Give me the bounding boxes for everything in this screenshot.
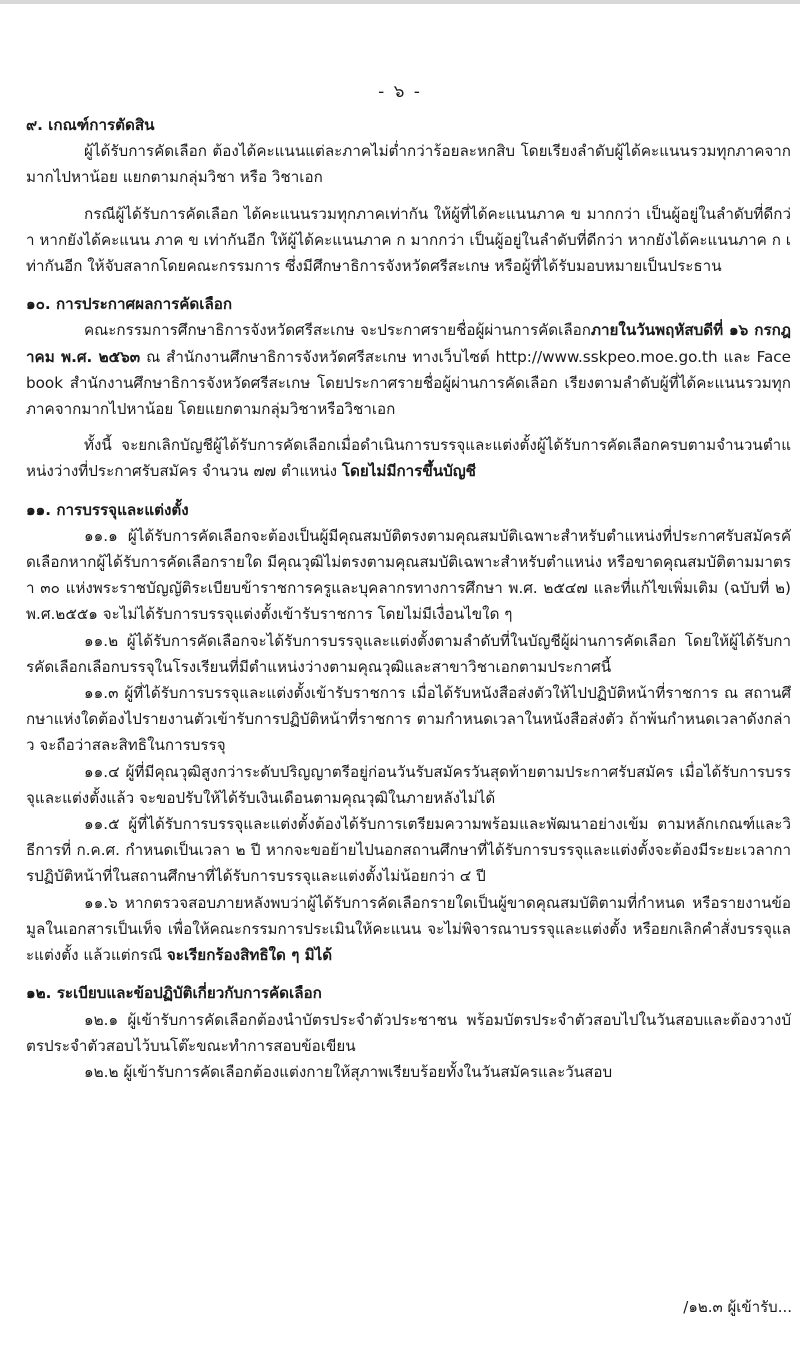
section-11-item-6 — [26, 890, 791, 969]
section-9-paragraph-2: กรณีผู้ได้รับการคัดเลือก ได้คะแนนรวมทุกภาคเท่ากัน ให้ผู้ที่ได้คะแนนภาค ข มากกว่า เป็นผู้อยู่ในลำดับที่ดีกว่า หากยังได้คะแนน ภาค ข เท่ากันอีก ให้ผู้ได้คะแนนภาค ก มากกว่า เป็นผู้อยู่ในลำดับที่ดีกว่า หากยังได้คะแนนภาค ก เท่ากันอีก ให้จับสลากโดยคณะกรรมการ ซึ่งมีศึกษาธิการจังหวัดศรีสะเกษ หรือผู้ที่ได้รับมอบหมายเป็นประธาน — [26, 204, 791, 276]
document-body — [26, 112, 791, 1085]
section-11-item-5: ๑๑.๕ ผู้ที่ได้รับการบรรจุและแต่งตั้งต้องได้รับการเตรียมความพร้อมและพัฒนาอย่างเข้ม ตามหลักเกณฑ์และวิธีการที่ ก.ค.ศ. กำหนดเป็นเวลา ๒ ปี หากจะขอย้ายไปนอกสถานศึกษาที่ได้รับการบรรจุและแต่งตั้งจะต้องมีระยะเวลาการปฏิบัติหน้าที่ในสถานศึกษาที่ได้รับการบรรจุและแต่งตั้งไม่น้อยกว่า ๔ ปี — [26, 815, 791, 886]
section-11-item-6-emphasis: จะเรียกร้องสิทธิใด ๆ มิได้ — [166, 946, 333, 965]
section-10-heading: ๑๐. การประกาศผลการคัดเลือก — [26, 295, 233, 314]
section-11 — [26, 497, 791, 969]
section-10 — [26, 291, 791, 484]
section-11-item-3: ๑๑.๓ ผู้ที่ได้รับการบรรจุและแต่งตั้งเข้ารับราชการ เมื่อได้รับหนังสือส่งตัวให้ไปปฏิบัติหน้าที่ราชการ ณ สถานศึกษาแห่งใดต้องไปรายงานตัวเข้ารับการปฏิบัติหน้าที่ราชการ ตามกำหนดเวลาในหนังสือส่งตัว ถ้าพ้นกำหนดเวลาดังกล่าว จะถือว่าสละสิทธิในการบรรจุ — [26, 684, 791, 755]
section-11-item-6-text: ๑๑.๖ หากตรวจสอบภายหลังพบว่าผู้ได้รับการคัดเลือกรายใดเป็นผู้ขาดคุณสมบัติตามที่กำหนด หรือรายงานข้อมูลในเอกสารเป็นเท็จ เพื่อให้คณะกรรมการประเมินให้คะแนน จะไม่พิจารณาบรรจุและแต่งตั้ง หรือยกเลิกคำสั่งบรรจุและแต่งตั้ง แล้วแต่กรณี — [26, 893, 791, 965]
page-top-rule — [0, 0, 800, 4]
section-12 — [26, 980, 791, 1085]
page-number: - ๖ - — [378, 82, 422, 102]
section-10-announcement-date: ภายในวันพฤหัสบดีที่ ๑๖ กรกฎาคม พ.ศ. ๒๕๖๓ — [26, 321, 791, 366]
section-11-item-4: ๑๑.๔ ผู้ที่มีคุณวุฒิสูงกว่าระดับปริญญาตรีอยู่ก่อนวันรับสมัครวันสุดท้ายตามประกาศรับสมัคร เมื่อได้รับการบรรจุและแต่งตั้งแล้ว จะขอปรับให้ได้รับเงินเดือนตามคุณวุฒิในภายหลังไม่ได้ — [26, 762, 791, 807]
section-10-no-list-note: โดยไม่มีการขึ้นบัญชี — [341, 462, 476, 481]
section-11-item-1: ๑๑.๑ ผู้ได้รับการคัดเลือกจะต้องเป็นผู้มีคุณสมบัติตรงตามคุณสมบัติเฉพาะสำหรับตำแหน่งที่ประกาศรับสมัครคัดเลือกหากผู้ได้รับการคัดเลือกรายใด มีคุณวุฒิไม่ตรงตามคุณสมบัติเฉพาะสำหรับตำแหน่ง หรือขาดคุณสมบัติตามมาตรา ๓๐ แห่งพระราชบัญญัติระเบียบข้าราชการครูและบุคลากรทางการศึกษา พ.ศ. ๒๕๔๗ และที่แก้ไขเพิ่มเติม (ฉบับที่ ๒) พ.ศ.๒๕๕๑ จะไม่ได้รับการบรรจุแต่งตั้งเข้ารับราชการ โดยไม่มีเงื่อนไขใด ๆ — [26, 526, 791, 624]
section-9-paragraph-1: ผู้ได้รับการคัดเลือก ต้องได้คะแนนแต่ละภาคไม่ต่ำกว่าร้อยละหกสิบ โดยเรียงลำดับผู้ได้คะแนนรวมทุกภาคจากมากไปหาน้อย แยกตามกลุ่มวิชา หรือ วิชาเอก — [26, 142, 791, 187]
section-9 — [26, 112, 791, 279]
section-9-heading: ๙. เกณฑ์การตัดสิน — [26, 116, 155, 134]
section-10-paragraph-1-text-a: คณะกรรมการศึกษาธิการจังหวัดศรีสะเกษ จะประกาศรายชื่อผู้ผ่านการคัดเลือก — [84, 321, 591, 340]
section-11-item-2: ๑๑.๒ ผู้ได้รับการคัดเลือกจะได้รับการบรรจุและแต่งตั้งตามลำดับที่ในบัญชีผู้ผ่านการคัดเลือก โดยให้ผู้ได้รับการคัดเลือกเลือกบรรจุในโรงเรียนที่มีตำแหน่งว่างตามคุณวุฒิและสาขาวิชาเอกตามประกาศนี้ — [26, 631, 791, 676]
section-12-item-1: ๑๒.๑ ผู้เข้ารับการคัดเลือกต้องนำบัตรประจำตัวประชาชน พร้อมบัตรประจำตัวสอบไปในวันสอบและต้องวางบัตรประจำตัวสอบไว้บนโต๊ะขณะทำการสอบข้อเขียน — [26, 1010, 791, 1055]
section-11-heading: ๑๑. การบรรจุและแต่งตั้ง — [26, 500, 189, 519]
section-12-heading: ๑๒. ระเบียบและข้อปฏิบัติเกี่ยวกับการคัดเลือก — [26, 984, 322, 1003]
continuation-note: /๑๒.๓ ผู้เข้ารับ... — [683, 1298, 792, 1316]
section-10-paragraph-2 — [26, 432, 791, 484]
section-12-item-2: ๑๒.๒ ผู้เข้ารับการคัดเลือกต้องแต่งกายให้สุภาพเรียบร้อยทั้งในวันสมัครและวันสอบ — [84, 1062, 613, 1081]
section-10-paragraph-1-text-b: ณ สำนักงานศึกษาธิการจังหวัดศรีสะเกษ ทางเว็บไซต์ http://www.sskpeo.moe.go.th และ Facebook สำนักงานศึกษาธิการจังหวัดศรีสะเกษ โดยประกาศรายชื่อผู้ผ่านการคัดเลือก เรียงตามลำดับผู้ที่ได้คะแนนรวมทุกภาคจากมากไปหาน้อย โดยแยกตามกลุ่มวิชาหรือวิชาเอก — [26, 347, 791, 419]
section-10-paragraph-1 — [26, 317, 791, 422]
section-10-paragraph-2-text: ทั้งนี้ จะยกเลิกบัญชีผู้ได้รับการคัดเลือกเมื่อดำเนินการบรรจุและแต่งตั้งผู้ได้รับการคัดเลือกครบตามจำนวนตำแหน่งว่างที่ประกาศรับสมัคร จำนวน ๗๗ ตำแหน่ง — [26, 436, 791, 481]
